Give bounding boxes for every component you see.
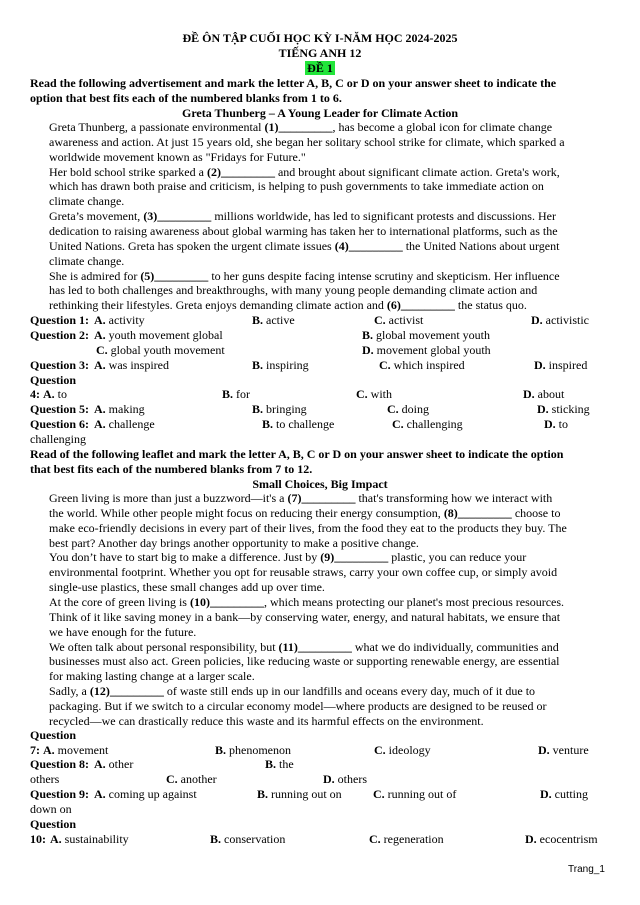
passage-text: best part? Another day brings another opportunity to make a positive change. bbox=[49, 535, 419, 550]
passage-text: worldwide movement known as "Fridays for Future." bbox=[49, 149, 306, 164]
test-label: ĐỀ 1 bbox=[307, 61, 333, 75]
passage-text: of waste still ends up in our landfills and oceans every day, much of it due to bbox=[163, 684, 536, 699]
passage-text: awareness and action. At just 15 years old, she began her solitary school strike for climate, which sparked a bbox=[49, 134, 565, 149]
passage-line bbox=[49, 521, 614, 536]
passage-text: to her guns despite facing intense scrutiny and skepticism. Her influence bbox=[208, 268, 560, 283]
passage-text: millions worldwide, has led to significant protests and discussions. Her bbox=[211, 209, 556, 224]
passage-text: recycled—we can drastically reduce this waste and its harmful effects on the environment. bbox=[49, 713, 484, 728]
passage-line bbox=[49, 254, 614, 269]
blank: (5)_________ bbox=[140, 268, 209, 283]
passage-line bbox=[49, 491, 614, 506]
passage-text: Greta’s movement, bbox=[49, 209, 144, 224]
subject-title: TIẾNG ANH 12 bbox=[278, 46, 362, 60]
passage-text: climate change. bbox=[49, 194, 125, 209]
passage-text: businesses must also act. Green policies, like reducing waste or supporting renewable energy, are essential bbox=[49, 654, 560, 669]
passage-line bbox=[49, 298, 614, 313]
passage-text: environmental footprint. Whether you opt for reusable straws, carry your own coffee cup, or simply avoid bbox=[49, 565, 558, 580]
blank: (7)_________ bbox=[287, 491, 356, 505]
passage-line bbox=[49, 135, 614, 150]
passage-text: rethinking their lifestyles. Greta enjoys demanding climate action and bbox=[49, 298, 387, 313]
passage-text: , which means protecting our planet's most precious resources. bbox=[263, 594, 565, 609]
passage-text: the United Nations about urgent bbox=[402, 238, 560, 253]
passage-text: make eco-friendly decisions in every part of their lives, from the food they eat to the products they buy. The bbox=[49, 520, 567, 535]
blank: (6)_________ bbox=[386, 298, 455, 313]
test-label-line bbox=[0, 61, 640, 76]
passage-text: At the core of green living is bbox=[49, 594, 190, 609]
passage-text: and brought about significant climate action. Greta's work, bbox=[274, 164, 560, 179]
passage-text: climate change. bbox=[49, 253, 125, 268]
passage-line bbox=[49, 625, 614, 640]
passage-line bbox=[49, 283, 614, 298]
passage-line bbox=[49, 120, 614, 135]
passage-text: Green living is more than just a buzzword—it's a bbox=[49, 491, 288, 505]
passage-text: single-use plastics, these small changes add up over time. bbox=[49, 580, 325, 595]
blank: (11)_________ bbox=[278, 639, 352, 654]
passage-text: She is admired for bbox=[49, 268, 141, 283]
passage-text: the world. While other people might focus on reducing their energy consumption, bbox=[49, 505, 444, 520]
passage-line bbox=[49, 595, 614, 610]
passage-line bbox=[49, 194, 614, 209]
passage-line bbox=[49, 580, 614, 595]
passage-line bbox=[49, 565, 614, 580]
passage-text: which has drawn both praise and criticism, is helping to push governments to take immediate action on bbox=[49, 179, 544, 194]
blank: (10)_________ bbox=[189, 594, 264, 609]
passage-line bbox=[49, 165, 614, 180]
instruction-2-line2: that best fits each of the numbered blanks from 7 to 12. bbox=[30, 462, 313, 476]
passage-text: packaging. But if we switch to a circular economy model—where products are designed to be reused or bbox=[49, 698, 547, 713]
passage-text: has led to both challenges and breakthroughs, with many young people demanding climate action and bbox=[49, 283, 538, 298]
passage-line bbox=[49, 610, 614, 625]
passage-line bbox=[49, 506, 614, 521]
passage-text: We often talk about personal responsibility, but bbox=[49, 639, 279, 654]
instruction-1-line1: Read the following advertisement and mark the letter A, B, C or D on your answer sheet to indicate the bbox=[30, 76, 557, 90]
blank: (2)_________ bbox=[206, 164, 275, 179]
passage-text: the status quo. bbox=[454, 298, 527, 313]
passage-line bbox=[49, 239, 614, 254]
passage-text: United Nations. Greta has spoken the urgent climate issues bbox=[49, 238, 335, 253]
blank: (9)_________ bbox=[320, 550, 389, 565]
passage-line bbox=[49, 269, 614, 284]
instruction-1-line2: option that best fits each of the numbered blanks from 1 to 6. bbox=[30, 91, 342, 105]
passage-line bbox=[49, 224, 614, 239]
instruction-2-line1: Read of the following leaflet and mark the letter A, B, C or D on your answer sheet to indicate the option bbox=[30, 447, 564, 461]
passage-line bbox=[49, 654, 614, 669]
passage-text: that's transforming how we interact with bbox=[355, 491, 553, 505]
passage-text: Sadly, a bbox=[49, 684, 90, 699]
passage-line bbox=[49, 640, 614, 655]
passage-text: choose to bbox=[511, 505, 561, 520]
passage-line bbox=[49, 714, 614, 729]
page-number: Trang_1 bbox=[568, 864, 605, 875]
passage-text: You don’t have to start big to make a difference. Just by bbox=[49, 550, 321, 565]
passage-text: what we do individually, communities and bbox=[351, 639, 559, 654]
blank: (3)_________ bbox=[143, 209, 212, 224]
passage-line bbox=[49, 699, 614, 714]
passage-text: Think of it like saving money in a bank—by conserving water, energy, and natural habitats, we ensure that bbox=[49, 609, 561, 624]
passage-2-title: Small Choices, Big Impact bbox=[252, 477, 388, 491]
passage-text: dedication to raising awareness about global warming has taken her to international platforms, such as the bbox=[49, 223, 558, 238]
passage-text: , has become a global icon for climate change bbox=[332, 120, 553, 134]
passage-text: plastic, you can reduce your bbox=[388, 550, 527, 565]
passage-line bbox=[49, 669, 614, 684]
blank: (8)_________ bbox=[443, 505, 512, 520]
document-page: ĐỀ ÔN TẬP CUỐI HỌC KỲ I-NĂM HỌC 2024-2025 TIẾNG ANH 12 ĐỀ 1 Read the following advertisement and mark the letter A, B, C or D on your answer sheet to indicate the option that best fits each of the numbered blanks from 1 to 6. Greta Thunberg – A Young Leader for Climate Action Greta Thunberg, a passionate environmental (1)_________, has become a global icon for climate change awareness and action. At just 15 years old, she began her solitary school strike for climate, which sparked a worldwide movement known as "Fridays for Future." Her bold school strike sparked a (2)_________ and brought about significant climate action. Greta's work, which has drawn both praise and criticism, is helping to push governments to take immediate action on climate change. Greta’s movement, (3)_________ millions worldwide, has led to significant protests and discussions. Her dedication to raising awareness about global warming has taken her to international platforms, such as the United Nations. Greta has spoken the urgent climate issues (4)_________ the United Nations about urgent climate change. She is admired for (5)_________ to her guns despite facing intense scrutiny and skepticism. Her influence has led to both challenges and breakthroughs, with many young people demanding climate action and rethinking their lifestyles. Greta enjoys demanding climate action and (6)_________ the status quo. Question 1: A. activity B. active C. activist D. activistic Question 2: A. youth movement global B. global movement youth C. global youth movement D. movement global youth Question 3: A. was inspired B. inspiring C. which inspired D. inspired Question 4: A. to B. for C. with D. about Question 5: A. making B. bringing C. doing D. sticking Question 6: A. challenge B. to challenge C. challenging D. to challenging Read of the following leaflet and mark the letter A, B, C or D on your answer sheet to indicate the option that best fits each of the numbered blanks from 7 to 12. Small Choices, Big Impact Green living is more than just a buzzword—it's a (7)_________ that's transforming how we interact with the world. While other people might focus on reducing their energy consumption, (8)_________ choose to make eco-friendly decisions in every part of their lives, from the food they eat to the products they buy. The best part? Another day brings another opportunity to make a positive change. You don’t have to start big to make a difference. Just by (9)_________ plastic, you can reduce your environmental footprint. Whether you opt for reusable straws, carry your own coffee cup, or simply avoid single-use plastics, these small changes add up over time. At the core of green living is (10)_________, which means protecting our planet's most precious resources. Think of it like saving money in a bank—by conserving water, energy, and natural habitats, we ensure that we have enough for the future. We often talk about personal responsibility, but (11)_________ what we do individually, communities and businesses must also act. Green policies, like reducing waste or supporting renewable energy, are essential for making lasting change at a larger scale. Sadly, a (12)_________ of waste still ends up in our landfills and oceans every day, much of it due to packaging. But if we switch to a circular economy model—where products are designed to be reused or recycled—we can drastically reduce this waste and its harmful effects on the environment. Question 7: A. movement B. phenomenon C. ideology D. venture Question 8: A. other B. the others C. another D. others Question 9: A. coming up against B. running out on C. running out of D. cutting down on Question 10: A. sustainability B. conservation C. regeneration D. ecocentrism Trang_1 bbox=[0, 0, 640, 905]
blank: (1)_________ bbox=[264, 120, 333, 134]
blank: (4)_________ bbox=[334, 238, 403, 253]
passage-text: we have enough for the future. bbox=[49, 624, 197, 639]
passage-line bbox=[49, 684, 614, 699]
passage-text: Her bold school strike sparked a bbox=[49, 164, 207, 179]
passage-1-title: Greta Thunberg – A Young Leader for Climate Action bbox=[181, 106, 458, 120]
passage-line bbox=[49, 179, 614, 194]
passage-line bbox=[49, 550, 614, 565]
passage-line bbox=[49, 209, 614, 224]
passage-line bbox=[49, 536, 614, 551]
document-title: ĐỀ ÔN TẬP CUỐI HỌC KỲ I-NĂM HỌC 2024-2025 bbox=[182, 31, 458, 45]
passage-text: Greta Thunberg, a passionate environmental bbox=[49, 120, 265, 134]
passage-text: for making lasting change at a larger scale. bbox=[49, 669, 255, 684]
blank: (12)_________ bbox=[89, 684, 164, 699]
passage-line bbox=[49, 150, 614, 165]
